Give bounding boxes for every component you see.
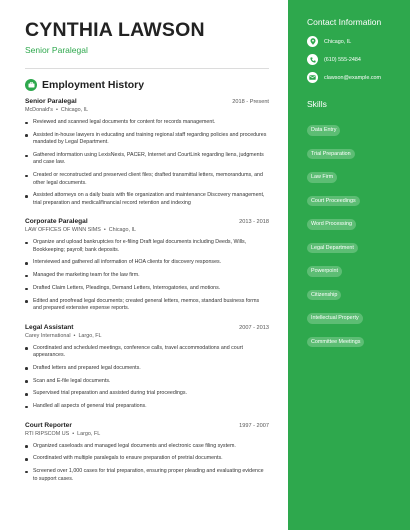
skill-row: [307, 189, 410, 213]
contact-text: clawson@example.com: [324, 74, 382, 81]
job-company-line: [25, 431, 269, 437]
job-bullet: Organize and upload bankruptcies for e-filing Draft legal documents including Deeds, Wills, Bookkeeping; payroll; bank deposits.: [25, 239, 269, 254]
job-bullets: [25, 119, 269, 207]
job-bullet: Supervised trial preparation and assisted during trial proceedings.: [25, 390, 269, 397]
job-header: [25, 422, 269, 429]
contact-item: [307, 54, 410, 65]
skill-row: [307, 259, 410, 283]
job-company: McDonald's: [25, 107, 53, 113]
skill-tag: Citizenship: [307, 290, 341, 301]
job-entry: [25, 218, 269, 312]
skill-tag: Data Entry: [307, 125, 340, 136]
job-bullet: Interviewed and gathered all information of HOA clients for discovery responses.: [25, 259, 269, 266]
skill-row: [307, 283, 410, 307]
skill-row: [307, 236, 410, 260]
skill-row: [307, 212, 410, 236]
separator-dot: •: [69, 430, 78, 437]
skill-row: [307, 330, 410, 354]
job-bullet: Drafted Claim Letters, Pleadings, Demand Letters, Interrogatories, and motions.: [25, 285, 269, 292]
job-header: [25, 324, 269, 331]
job-bullet: Gathered information using LexisNexis, PACER, Internet and CourtLink regarding liens, judgments and case law.: [25, 152, 269, 167]
skill-tag: Word Processing: [307, 219, 356, 230]
skill-row: [307, 306, 410, 330]
job-location: Chicago, IL: [108, 227, 137, 234]
skills-list: [307, 118, 410, 353]
contact-heading: Contact Information: [307, 17, 382, 27]
job-header: [25, 98, 269, 105]
job-company-line: [25, 107, 269, 113]
job-bullet: Created or reconstructed and preserved client files; drafted transmittal letters, memorandums, and other legal documents.: [25, 172, 269, 187]
skill-tag: Committee Meetings: [307, 337, 364, 348]
separator-dot: •: [53, 107, 61, 113]
skill-tag: Legal Department: [307, 243, 358, 254]
sidebar: [288, 0, 410, 530]
job-title: Court Reporter: [25, 421, 72, 429]
job-company: LAW OFFICES OF WINN SIMS: [25, 227, 101, 234]
skill-tag: Trial Preparation: [307, 149, 355, 160]
job-list: [25, 98, 269, 483]
job-bullet: Coordinated with multiple paralegals to ensure preparation of pretrial documents.: [25, 455, 269, 462]
contact-list: [307, 36, 410, 83]
job-bullet: Assisted in-house lawyers in educating and training regional staff regarding policies and procedures mandated by Legal Department.: [25, 132, 269, 147]
skills-heading: Skills: [307, 99, 327, 109]
location-pin-icon: [307, 36, 318, 47]
job-entry: [25, 98, 269, 207]
job-dates: 2013 - 2018: [239, 219, 269, 226]
separator-dot: •: [70, 332, 79, 339]
contact-text: Chicago, IL: [324, 38, 352, 45]
contact-item: [307, 36, 410, 47]
employment-section-header: [25, 79, 269, 91]
skill-row: [307, 142, 410, 166]
separator-dot: •: [100, 227, 109, 234]
job-company: RTI RIPSCOM US: [25, 430, 70, 437]
divider: [25, 68, 269, 69]
job-dates: 2018 - Present: [232, 99, 269, 105]
briefcase-icon: [25, 79, 37, 91]
job-location: Largo, FL: [78, 332, 102, 339]
job-location: Largo, FL: [77, 430, 101, 437]
contact-item: [307, 72, 410, 83]
job-location: Chicago, IL: [60, 107, 89, 113]
email-icon: [307, 72, 318, 83]
job-bullet: Handled all aspects of general trial preparations.: [25, 403, 269, 410]
job-bullets: [25, 345, 269, 411]
job-entry: [25, 324, 269, 411]
job-dates: 1997 - 2007: [239, 422, 269, 429]
job-bullet: Organized caseloads and managed legal documents and electronic case filing system.: [25, 443, 269, 450]
job-title: Corporate Paralegal: [25, 218, 88, 226]
job-bullet: Managed the marketing team for the law firm.: [25, 272, 269, 279]
job-bullet: Screened over 1,000 cases for trial preparation, ensuring proper pleading and evaluating evidence to support cases.: [25, 468, 269, 483]
employment-heading: Employment History: [42, 79, 145, 91]
job-bullets: [25, 239, 269, 312]
job-bullet: Scan and E-file legal documents.: [25, 378, 269, 385]
job-bullets: [25, 443, 269, 483]
contact-text: (610) 555-2484: [324, 56, 361, 63]
job-bullet: Coordinated and scheduled meetings, conference calls, travel accommodations and court appearances.: [25, 345, 269, 360]
skill-tag: Court Proceedings: [307, 196, 360, 207]
job-bullet: Drafted letters and prepared legal documents.: [25, 365, 269, 372]
job-company-line: [25, 333, 269, 339]
skill-row: [307, 118, 410, 142]
job-bullet: Edited and proofread legal documents; created general letters, memos, standard business forms and prepared extensive expense reports.: [25, 298, 269, 313]
candidate-name: CYNTHIA LAWSON: [25, 19, 205, 41]
job-header: [25, 218, 269, 225]
job-bullet: Assisted attorneys on a daily basis with file organization and maintenance Discovery management, trial preparation and medical/financial record retention and indexing: [25, 192, 269, 207]
candidate-title: Senior Paralegal: [25, 45, 88, 55]
job-dates: 2007 - 2013: [239, 324, 269, 331]
skill-tag: Law Firm: [307, 172, 337, 183]
phone-icon: [307, 54, 318, 65]
job-title: Senior Paralegal: [25, 98, 77, 105]
skill-tag: Powerpoint: [307, 266, 342, 277]
skill-row: [307, 165, 410, 189]
skill-tag: Intellectual Property: [307, 313, 363, 324]
job-title: Legal Assistant: [25, 323, 74, 331]
job-entry: [25, 422, 269, 483]
job-company-line: [25, 227, 269, 233]
job-company: Carey International: [25, 332, 71, 339]
job-bullet: Reviewed and scanned legal documents for content for records management.: [25, 119, 269, 126]
